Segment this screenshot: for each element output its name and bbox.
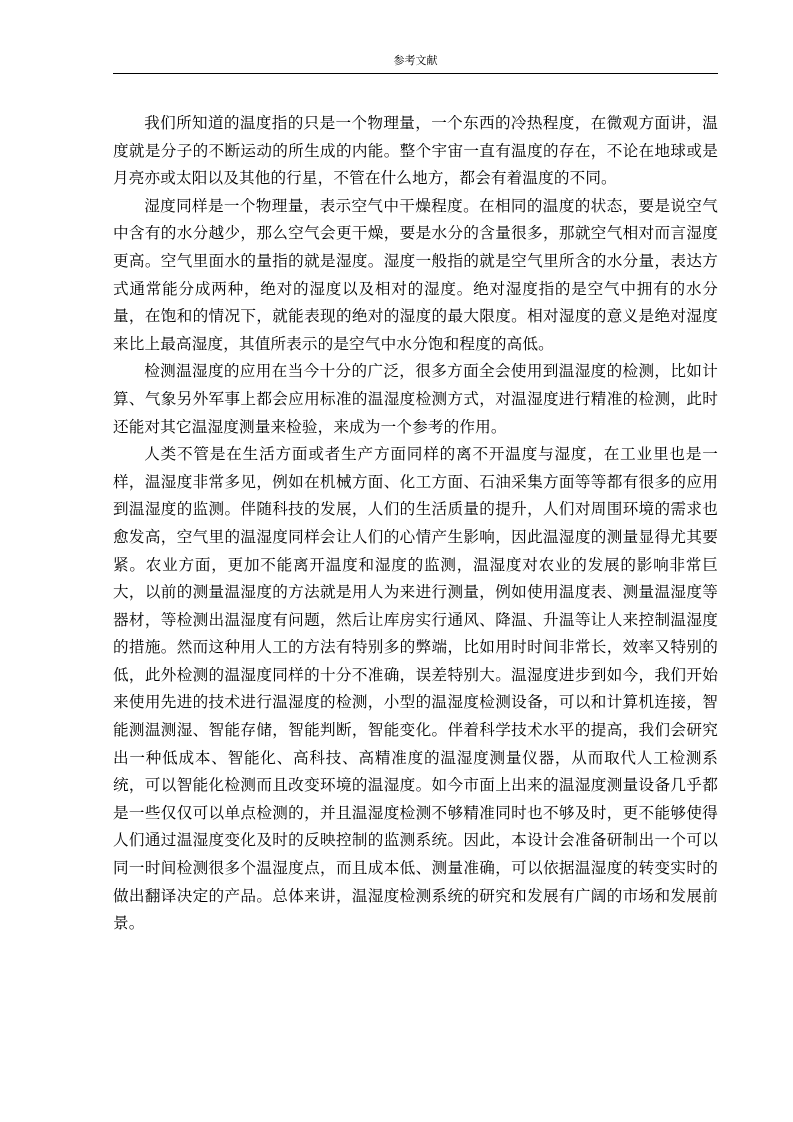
paragraph-detection-applications: 检测温湿度的应用在当今十分的广泛，很多方面全会使用到温湿度的检测，比如计算、气象另外军事上都会应用标准的温湿度检测方式，对温湿度进行精准的检测，此时还能对其它温湿度测量来检验，来成为一个参考的作用。 bbox=[113, 362, 718, 436]
paragraph-temperature: 我们所知道的温度指的只是一个物理量，一个东西的冷热程度，在微观方面讲，温度就是分子的不断运动的所生成的内能。整个宇宙一直有温度的存在，不论在地球或是月亮亦或太阳以及其他的行星，不管在什么地方，都会有着温度的不同。 bbox=[113, 114, 718, 188]
document-body bbox=[113, 110, 718, 938]
paragraph-background: 人类不管是在生活方面或者生产方面同样的离不开温度与湿度，在工业里也是一样，温湿度非常多见，例如在机械方面、化工方面、石油采集方面等等都有很多的应用到温湿度的监测。伴随科技的发展，人们的生活质量的提升，人们对周围环境的需求也愈发高，空气里的温湿度同样会让人们的心情产生影响，因此温湿度的测量显得尤其要紧。农业方面，更加不能离开温度和湿度的监测，温湿度对农业的发展的影响非常巨大，以前的测量温湿度的方法就是用人为来进行测量，例如使用温度表、测量温湿度等器材，等检测出温湿度有问题，然后让库房实行通风、降温、升温等让人来控制温湿度的措施。然而这种用人工的方法有特别多的弊端，比如用时时间非常长，效率又特别的低，此外检测的温湿度同样的十分不准确，误差特别大。温湿度进步到如今，我们开始来使用先进的技术进行温湿度的检测，小型的温湿度检测设备，可以和计算机连接，智能测温测湿、智能存储，智能判断，智能变化。伴着科学技术水平的提高，我们会研究出一种低成本、智能化、高科技、高精准度的温湿度测量仪器，从而取代人工检测系统，可以智能化检测而且改变环境的温湿度。如今市面上出来的温湿度测量设备几乎都是一些仅仅可以单点检测的，并且温湿度检测不够精准同时也不够及时，更不能够使得人们通过温湿度变化及时的反映控制的监测系统。因此，本设计会准备研制出一个可以同一时间检测很多个温湿度点，而且成本低、测量准确，可以依据温湿度的转变实时的做出翻译决定的产品。总体来讲，温湿度检测系统的研究和发展有广阔的市场和发展前景。 bbox=[113, 445, 718, 933]
page-header-title: 参考文献 bbox=[393, 54, 438, 67]
paragraph-humidity: 湿度同样是一个物理量，表示空气中干燥程度。在相同的温度的状态，要是说空气中含有的水分越少，那么空气会更干燥，要是水分的含量很多，那就空气相对而言湿度更高。空气里面水的量指的就是湿度。湿度一般指的就是空气里所含的水分量，表达方式通常能分成两种，绝对的湿度以及相对的湿度。绝对湿度指的是空气中拥有的水分量，在饱和的情况下，就能表现的绝对的湿度的最大限度。相对湿度的意义是绝对湿度来比上最高湿度，其值所表示的是空气中水分饱和程度的高低。 bbox=[113, 196, 718, 353]
header-divider bbox=[113, 73, 718, 74]
